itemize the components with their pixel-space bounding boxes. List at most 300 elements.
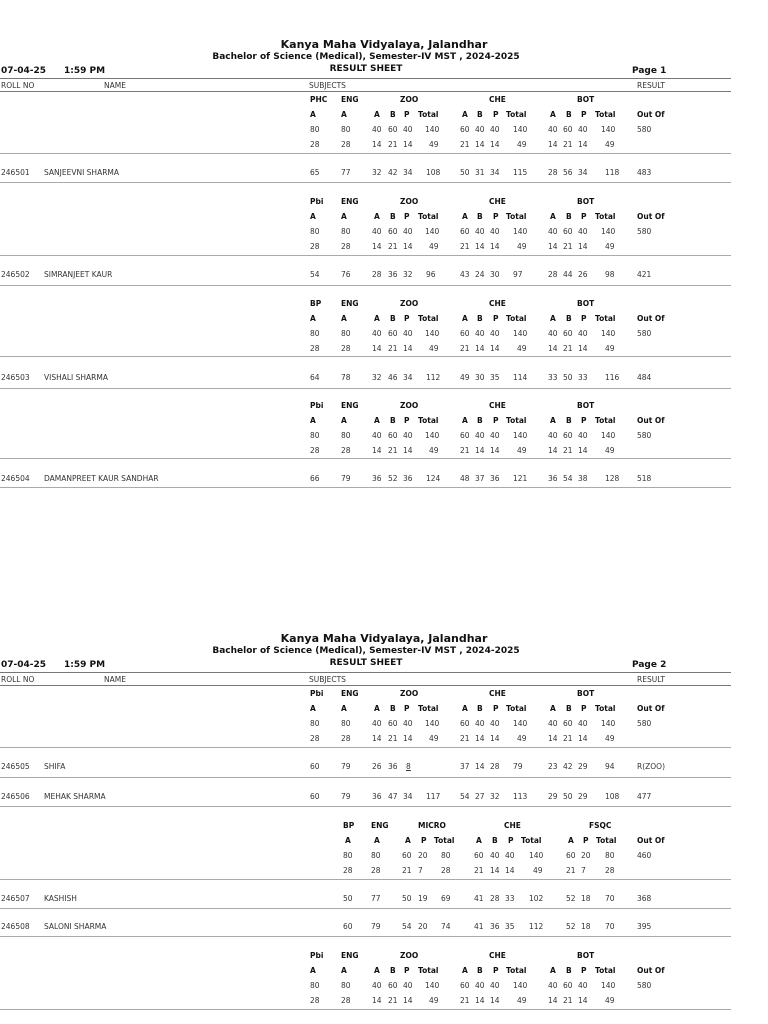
max-mark: 20 [581,851,591,860]
pass-mark: 49 [605,344,615,353]
mark: 56 [563,168,573,177]
pass-mark: 14 [490,140,500,149]
mark: 77 [371,894,381,903]
subject-fsqc: FSQC [589,821,612,830]
max-mark: 140 [513,431,528,440]
subject-che: CHE [504,821,521,830]
row-rule [0,879,731,880]
max-mark: 60 [388,125,398,134]
col-b: B [390,212,396,221]
subject-lang: BP [343,821,355,830]
mark: 121 [513,474,528,483]
mark: 70 [605,894,615,903]
pass-mark: 21 [566,866,576,875]
pass-mark: 21 [563,242,573,251]
subject-eng: ENG [341,951,359,960]
col-a: A [341,212,347,221]
mark: 30 [475,373,485,382]
result: 484 [637,373,652,382]
max-mark: 40 [578,431,588,440]
mark: 117 [426,792,441,801]
max-mark: 40 [372,431,382,440]
subject-zoo: ZOO [400,197,419,206]
row-rule [0,182,731,183]
mark: 79 [341,474,351,483]
result: 395 [637,922,652,931]
mark: 28 [490,762,500,771]
max-mark: 40 [403,227,413,236]
pass-mark: 49 [429,344,439,353]
page-number: Page 1 [632,66,667,76]
max-mark: 580 [637,981,652,990]
max-mark: 40 [490,431,500,440]
mark: 54 [310,270,320,279]
mark: 114 [513,373,528,382]
mark: 124 [426,474,441,483]
mark: 29 [578,792,588,801]
pass-mark: 14 [403,446,413,455]
mark: 96 [426,270,436,279]
pass-mark: 14 [372,242,382,251]
pass-mark: 14 [475,996,485,1005]
col-p: P [508,836,514,845]
mark: 19 [418,894,428,903]
max-mark: 580 [637,329,652,338]
col-total: Total [418,966,439,975]
col-out-of: Out Of [637,314,665,323]
mark: 28 [548,168,558,177]
mark: 49 [460,373,470,382]
max-mark: 140 [425,329,440,338]
pass-mark: 21 [388,996,398,1005]
max-mark: 60 [388,981,398,990]
mark: 60 [310,792,320,801]
max-mark: 40 [372,227,382,236]
mark: 50 [402,894,412,903]
max-mark: 140 [601,125,616,134]
pass-mark: 28 [605,866,615,875]
pass-mark: 14 [475,446,485,455]
max-mark: 60 [388,227,398,236]
col-a: A [310,416,316,425]
max-mark: 60 [402,851,412,860]
mark: 37 [475,474,485,483]
col-p: P [583,836,589,845]
col-a: A [568,836,574,845]
mark: 29 [548,792,558,801]
pass-mark: 49 [517,446,527,455]
col-a: A [462,704,468,713]
col-p: P [493,416,499,425]
max-mark: 140 [425,125,440,134]
max-mark: 40 [475,431,485,440]
mark: 69 [441,894,451,903]
row-rule [0,777,731,778]
mark: 43 [460,270,470,279]
pass-mark: 49 [517,996,527,1005]
col-p: P [493,110,499,119]
mark: 38 [578,474,588,483]
subject-zoo: ZOO [400,401,419,410]
pass-mark: 49 [429,734,439,743]
roll-number: 246501 [1,168,30,177]
col-a: A [374,836,380,845]
student-name: SALONI SHARMA [44,922,107,931]
pass-mark: 14 [548,996,558,1005]
subject-bot: BOT [577,689,595,698]
mark: 52 [566,894,576,903]
max-mark: 140 [601,981,616,990]
col-roll-no: ROLL NO [1,675,35,684]
col-a: A [310,704,316,713]
col-p: P [493,966,499,975]
max-mark: 40 [372,719,382,728]
col-a: A [310,110,316,119]
pass-mark: 28 [441,866,451,875]
pass-mark: 14 [475,344,485,353]
subject-zoo: ZOO [400,95,419,104]
col-b: B [390,966,396,975]
mark: 54 [460,792,470,801]
student-name: KASHISH [44,894,77,903]
max-mark: 40 [490,851,500,860]
mark: 35 [505,922,515,931]
row-rule [0,806,731,807]
max-mark: 80 [605,851,615,860]
subject-lang: Pbi [310,951,324,960]
max-mark: 580 [637,125,652,134]
header-rule [0,672,731,673]
subject-eng: ENG [341,197,359,206]
max-mark: 60 [460,981,470,990]
col-p: P [581,416,587,425]
col-total: Total [506,314,527,323]
pass-mark: 28 [341,344,351,353]
col-a: A [341,314,347,323]
subject-eng: ENG [371,821,389,830]
max-mark: 60 [388,431,398,440]
col-total: Total [595,966,616,975]
pass-mark: 49 [429,242,439,251]
max-mark: 40 [403,431,413,440]
col-b: B [477,212,483,221]
max-mark: 40 [548,719,558,728]
col-b: B [566,704,572,713]
max-mark: 140 [425,227,440,236]
max-mark: 40 [475,719,485,728]
pass-mark: 21 [460,344,470,353]
pass-mark: 21 [402,866,412,875]
mark: 28 [490,894,500,903]
col-a: A [550,416,556,425]
pass-mark: 21 [388,242,398,251]
mark: 29 [578,762,588,771]
max-mark: 40 [578,981,588,990]
col-roll-no: ROLL NO [1,81,35,90]
header-rule [0,91,731,92]
col-total: Total [506,966,527,975]
mark: 20 [418,922,428,931]
max-mark: 80 [310,431,320,440]
result: R(ZOO) [637,762,666,771]
mark: 36 [403,474,413,483]
mark: 79 [341,792,351,801]
mark: 98 [605,270,615,279]
pass-mark: 49 [605,996,615,1005]
row-rule [0,936,731,937]
col-b: B [566,416,572,425]
pass-mark: 28 [343,866,353,875]
max-mark: 40 [548,329,558,338]
pass-mark: 28 [310,996,320,1005]
student-name: SANJEEVNI SHARMA [44,168,120,177]
col-b: B [566,314,572,323]
max-mark: 60 [563,227,573,236]
pass-mark: 28 [310,344,320,353]
pass-mark: 14 [548,734,558,743]
pass-mark: 14 [403,734,413,743]
mark: 30 [490,270,500,279]
pass-mark: 14 [372,140,382,149]
col-b: B [390,704,396,713]
mark: 46 [388,373,398,382]
mark: 44 [563,270,573,279]
mark: 8 [406,762,411,771]
col-a: A [374,704,380,713]
max-mark: 40 [403,719,413,728]
pass-mark: 28 [341,734,351,743]
col-a: A [374,212,380,221]
row-rule [0,908,731,909]
program-title: Bachelor of Science (Medical), Semester-IV MST , 2024-2025 [212,52,520,62]
result: 368 [637,894,652,903]
col-total: Total [506,704,527,713]
mark: 66 [310,474,320,483]
mark: 79 [513,762,523,771]
pass-mark: 21 [460,734,470,743]
pass-mark: 14 [490,344,500,353]
pass-mark: 49 [517,242,527,251]
mark: 24 [475,270,485,279]
result: 518 [637,474,652,483]
col-b: B [390,314,396,323]
max-mark: 80 [341,329,351,338]
pass-mark: 14 [475,242,485,251]
pass-mark: 14 [475,140,485,149]
mark: 115 [513,168,528,177]
col-total: Total [418,314,439,323]
max-mark: 60 [563,719,573,728]
subject-eng: ENG [341,689,359,698]
pass-mark: 14 [403,242,413,251]
mark: 36 [372,474,382,483]
col-a: A [462,966,468,975]
max-mark: 40 [490,227,500,236]
pass-mark: 14 [490,242,500,251]
col-p: P [581,314,587,323]
col-p: P [581,110,587,119]
col-b: B [477,704,483,713]
pass-mark: 21 [474,866,484,875]
pass-mark: 14 [548,446,558,455]
pass-mark: 21 [460,446,470,455]
max-mark: 80 [341,125,351,134]
col-a: A [550,966,556,975]
max-mark: 140 [513,227,528,236]
mark: 70 [605,922,615,931]
roll-number: 246507 [1,894,30,903]
mark: 32 [403,270,413,279]
col-a: A [462,314,468,323]
mark: 77 [341,168,351,177]
pass-mark: 14 [548,140,558,149]
sheet-title: RESULT SHEET [329,658,403,668]
col-a: A [341,966,347,975]
max-mark: 40 [475,227,485,236]
col-total: Total [595,212,616,221]
col-total: Total [506,212,527,221]
mark: 102 [529,894,544,903]
subject-lang: PHC [310,95,328,104]
mark: 14 [475,762,485,771]
col-subjects: SUBJECTS [309,675,346,684]
mark: 23 [548,762,558,771]
max-mark: 40 [548,981,558,990]
pass-mark: 21 [563,734,573,743]
mark: 32 [490,792,500,801]
col-name: NAME [104,81,126,90]
col-a: A [550,212,556,221]
col-b: B [566,110,572,119]
mark: 52 [388,474,398,483]
col-total: Total [506,416,527,425]
col-a: A [550,704,556,713]
max-mark: 40 [490,981,500,990]
subject-zoo: ZOO [400,951,419,960]
student-name: MEHAK SHARMA [44,792,106,801]
mark: 28 [372,270,382,279]
pass-mark: 14 [578,734,588,743]
max-mark: 140 [513,125,528,134]
pass-mark: 21 [460,140,470,149]
mark: 33 [505,894,515,903]
col-p: P [493,314,499,323]
mark: 35 [490,373,500,382]
row-rule [0,747,731,748]
col-total: Total [418,110,439,119]
roll-number: 246502 [1,270,30,279]
mark: 34 [490,168,500,177]
mark: 128 [605,474,620,483]
pass-mark: 28 [310,734,320,743]
pass-mark: 14 [548,344,558,353]
mark: 112 [426,373,441,382]
mark: 97 [513,270,523,279]
mark: 79 [371,922,381,931]
student-name: DAMANPREET KAUR SANDHAR [44,474,159,483]
max-mark: 80 [343,851,353,860]
col-out-of: Out Of [637,212,665,221]
mark: 26 [372,762,382,771]
subject-lang: Pbi [310,401,324,410]
col-p: P [404,966,410,975]
subject-che: CHE [489,951,506,960]
max-mark: 80 [341,431,351,440]
col-a: A [462,212,468,221]
col-p: P [404,110,410,119]
subject-bot: BOT [577,401,595,410]
print-date: 07-04-25 [1,66,47,76]
max-mark: 60 [460,431,470,440]
row-rule [0,153,731,154]
header-rule [0,78,731,79]
max-mark: 40 [548,431,558,440]
mark: 60 [343,922,353,931]
mark: 42 [563,762,573,771]
mark: 50 [343,894,353,903]
pass-mark: 49 [517,734,527,743]
col-b: B [390,110,396,119]
col-total: Total [595,314,616,323]
program-title: Bachelor of Science (Medical), Semester-IV MST , 2024-2025 [212,646,520,656]
pass-mark: 21 [563,344,573,353]
row-rule [0,487,731,488]
pass-mark: 21 [388,344,398,353]
col-total: Total [506,110,527,119]
max-mark: 140 [601,431,616,440]
pass-mark: 7 [418,866,423,875]
mark: 79 [341,762,351,771]
mark: 31 [475,168,485,177]
subject-bot: BOT [577,95,595,104]
col-name: NAME [104,675,126,684]
max-mark: 140 [529,851,544,860]
pass-mark: 14 [372,344,382,353]
institution-name: Kanya Maha Vidyalaya, Jalandhar [280,632,488,645]
mark: 27 [475,792,485,801]
mark: 34 [578,168,588,177]
mark: 36 [372,792,382,801]
roll-number: 246504 [1,474,30,483]
roll-number: 246505 [1,762,30,771]
subject-eng: ENG [341,299,359,308]
col-b: B [477,314,483,323]
mark: 36 [490,474,500,483]
max-mark: 20 [418,851,428,860]
max-mark: 60 [563,329,573,338]
col-p: P [404,212,410,221]
subject-zoo: ZOO [400,689,419,698]
max-mark: 40 [403,981,413,990]
mark: 60 [310,762,320,771]
col-a: A [462,416,468,425]
mark: 50 [563,792,573,801]
mark: 36 [548,474,558,483]
result: 477 [637,792,652,801]
institution-name: Kanya Maha Vidyalaya, Jalandhar [280,38,488,51]
mark: 18 [581,894,591,903]
mark: 65 [310,168,320,177]
max-mark: 60 [460,227,470,236]
row-rule [0,388,731,389]
pass-mark: 21 [563,996,573,1005]
pass-mark: 14 [372,996,382,1005]
max-mark: 60 [563,981,573,990]
pass-mark: 49 [605,734,615,743]
pass-mark: 28 [341,996,351,1005]
max-mark: 60 [388,719,398,728]
max-mark: 580 [637,719,652,728]
